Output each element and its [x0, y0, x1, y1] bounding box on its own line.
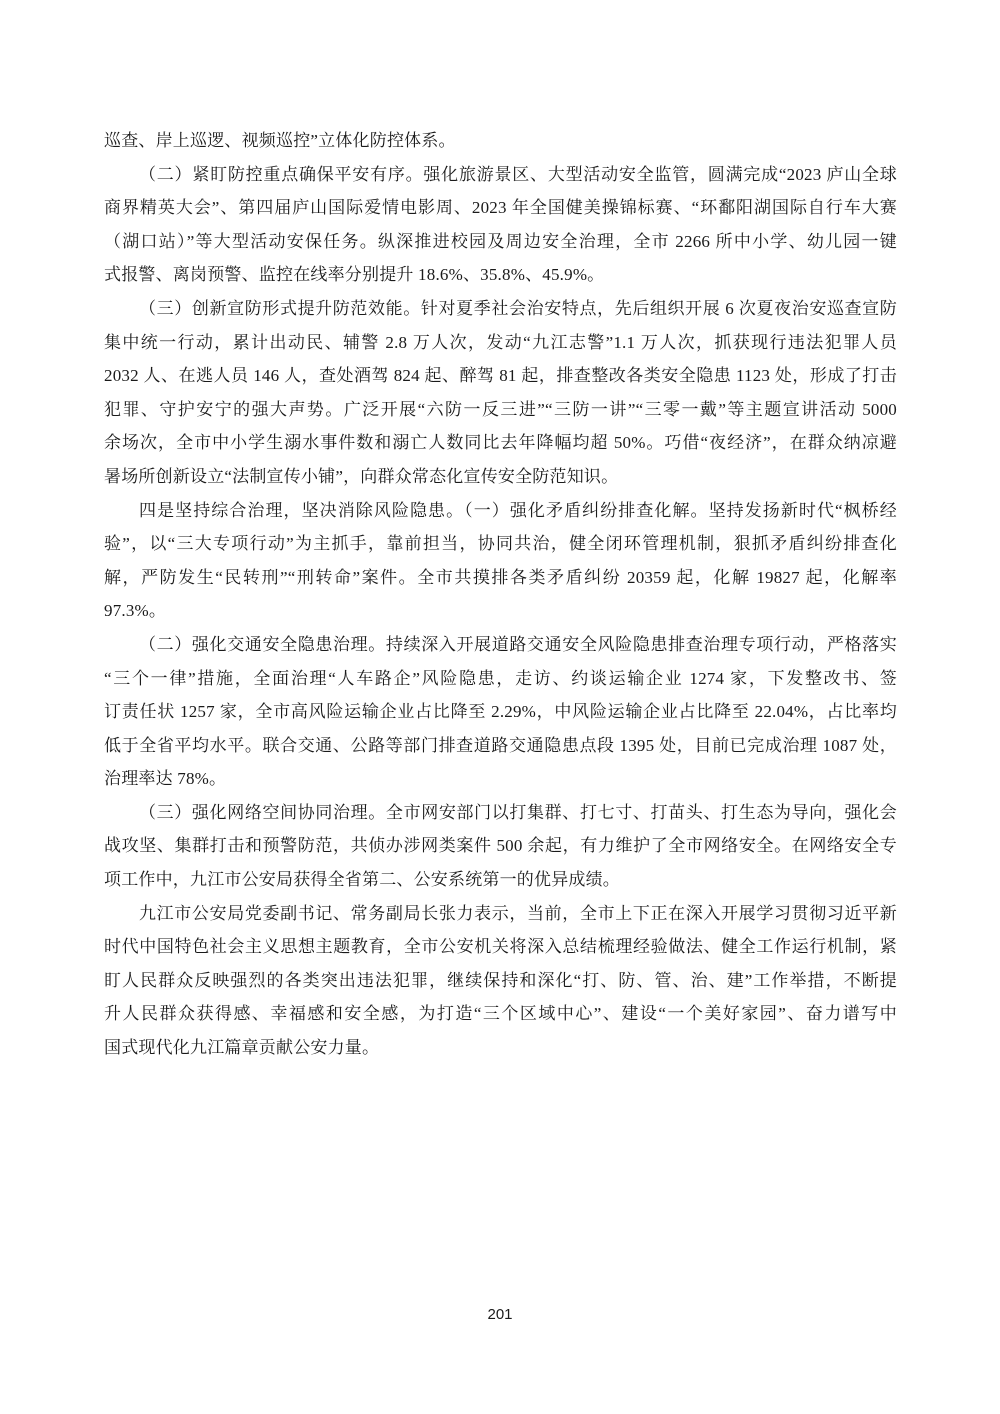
text-line: （二）强化交通安全隐患治理。持续深入开展道路交通安全风险隐患排查治理专项行动，严格落实	[139, 634, 897, 654]
text-line: （三）强化网络空间协同治理。全市网安部门以打集群、打七寸、打苗头、打生态为导向，强化会	[139, 802, 897, 822]
text-line: 验”，以“三大专项行动”为主抓手，靠前担当，协同共治，健全闭环管理机制，狠抓矛盾纠纷排查化	[104, 534, 897, 554]
text-line: 盯人民群众反映强烈的各类突出违法犯罪，继续保持和深化“打、防、管、治、建”工作举措，不断提	[104, 970, 897, 990]
text-line: 97.3%。	[104, 601, 167, 621]
document-body	[104, 124, 897, 1065]
text-line: 犯罪、守护安宁的强大声势。广泛开展“六防一反三进”“三防一讲”“三零一戴”等主题宣讲活动 5000	[104, 399, 897, 419]
text-line: （三）创新宣防形式提升防范效能。针对夏季社会治安特点，先后组织开展 6 次夏夜治安巡查宣防	[139, 298, 897, 318]
text-line: 低于全省平均水平。联合交通、公路等部门排查道路交通隐患点段 1395 处，目前已完成治理 1087 处，	[104, 735, 897, 755]
text-line: 集中统一行动，累计出动民、辅警 2.8 万人次，发动“九江志警”1.1 万人次，抓获现行违法犯罪人员	[104, 332, 897, 352]
text-line: 国式现代化九江篇章贡献公安力量。	[104, 1038, 380, 1058]
text-line: 四是坚持综合治理，坚决消除风险隐患。（一）强化矛盾纠纷排查化解。坚持发扬新时代“枫桥经	[139, 500, 897, 520]
text-line: 商界精英大会”、第四届庐山国际爱情电影周、2023 年全国健美操锦标赛、“环鄱阳湖国际自行车大赛	[104, 198, 897, 218]
text-line: 巡查、岸上巡逻、视频巡控”立体化防控体系。	[104, 131, 456, 150]
text-line: 战攻坚、集群打击和预警防范，共侦办涉网类案件 500 余起，有力维护了全市网络安全。在网络安全专	[104, 836, 897, 856]
page-number: 201	[487, 1306, 513, 1323]
text-line: （二）紧盯防控重点确保平安有序。强化旅游景区、大型活动安全监管，圆满完成“2023 庐山全球	[139, 164, 897, 184]
text-line: 项工作中，九江市公安局获得全省第二、公安系统第一的优异成绩。	[104, 870, 620, 890]
text-line: 余场次，全市中小学生溺水事件数和溺亡人数同比去年降幅均超 50%。巧借“夜经济”，在群众纳凉避	[104, 433, 897, 453]
text-line: 式报警、离岗预警、监控在线率分别提升 18.6%、35.8%、45.9%。	[104, 265, 605, 285]
text-line: 订责任状 1257 家，全市高风险运输企业占比降至 2.29%，中风险运输企业占比降至 22.04%，占比率均	[104, 702, 897, 722]
text-line: 2032 人、在逃人员 146 人，查处酒驾 824 起、醉驾 81 起，排查整改各类安全隐患 1123 处，形成了打击	[104, 366, 897, 386]
text-line: “三个一律”措施，全面治理“人车路企”风险隐患，走访、约谈运输企业 1274 家，下发整改书、签	[104, 668, 897, 688]
text-line: 解，严防发生“民转刑”“刑转命”案件。全市共摸排各类矛盾纠纷 20359 起，化解 19827 起，化解率	[104, 567, 897, 587]
text-line: （湖口站）”等大型活动安保任务。纵深推进校园及周边安全治理，全市 2266 所中小学、幼儿园一键	[104, 231, 897, 251]
text-line: 治理率达 78%。	[104, 769, 227, 789]
text-line: 暑场所创新设立“法制宣传小铺”，向群众常态化宣传安全防范知识。	[104, 466, 619, 486]
text-line: 九江市公安局党委副书记、常务副局长张力表示，当前，全市上下正在深入开展学习贯彻习近平新	[139, 903, 897, 923]
text-line: 时代中国特色社会主义思想主题教育，全市公安机关将深入总结梳理经验做法、健全工作运行机制，紧	[104, 937, 897, 957]
text-line: 升人民群众获得感、幸福感和安全感，为打造“三个区域中心”、建设“一个美好家园”、奋力谱写中	[104, 1004, 897, 1024]
